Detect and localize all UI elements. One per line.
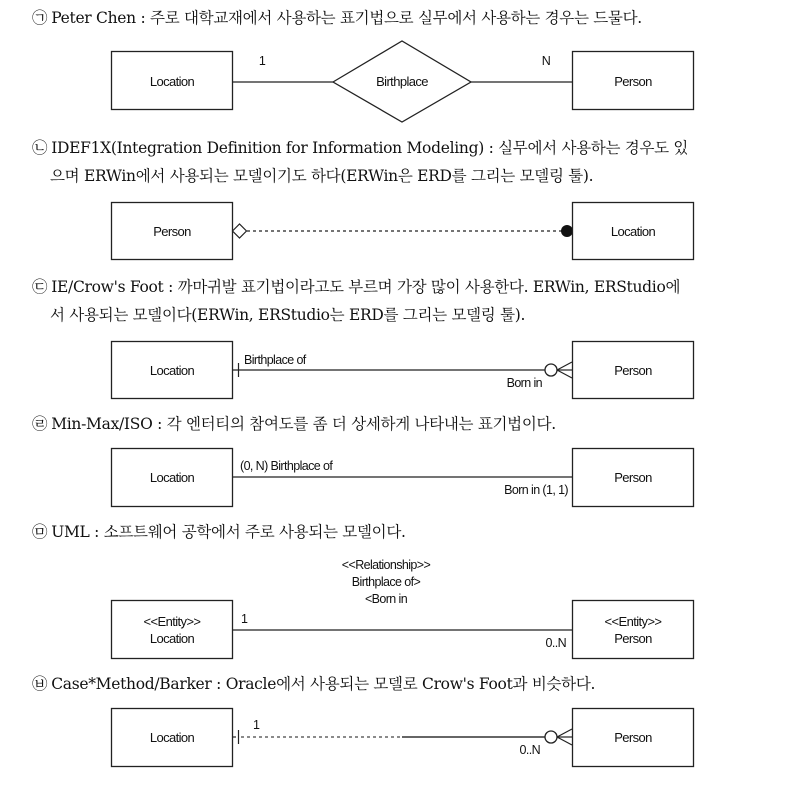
cardinality-label: N: [541, 54, 551, 68]
section-marker: ㉠: [32, 9, 48, 27]
heading-text: IE/Crow's Foot : 까마귀발 표기법이라고도 부르며 가장 많이 사용한다. ERWin, ERStudio에: [51, 278, 681, 296]
diamond-icon: [233, 224, 247, 238]
crows-foot-icon: [557, 729, 572, 745]
entity-label: Person: [614, 730, 652, 745]
entity-location: [112, 601, 233, 659]
section-heading-barker: [32, 670, 595, 698]
entity-label: Person: [614, 470, 652, 485]
heading-text: Min-Max/ISO : 각 엔터티의 참여도를 좀 더 상세하게 나타내는 표기법이다.: [51, 415, 556, 433]
crows-foot-icon: [557, 362, 572, 378]
heading-text-continued: 서 사용되는 모델이다(ERWin, ERStudio는 ERD를 그리는 모델링 툴).: [50, 306, 526, 324]
entity-label: Location: [149, 470, 195, 485]
filled-dot-icon: [561, 225, 573, 237]
entity-person: [112, 203, 233, 260]
entity-person: [573, 342, 694, 399]
entity-location: [112, 449, 233, 507]
section-marker: ㉤: [32, 523, 48, 541]
entity-stereotype: <<Entity>>: [143, 614, 201, 629]
section-heading-idef1x: [32, 134, 688, 190]
relationship-stereotype: <<Relationship>>: [341, 558, 431, 572]
relationship-birthplace: [333, 41, 471, 122]
relationship-backward-label: <Born in: [364, 592, 408, 606]
cardinality-label: 1: [258, 54, 266, 68]
entity-label: Person: [614, 363, 652, 378]
heading-text: UML : 소프트웨어 공학에서 주로 사용되는 모델이다.: [51, 523, 406, 541]
section-marker: ㉢: [32, 278, 48, 296]
entity-person: [573, 449, 694, 507]
heading-text: IDEF1X(Integration Definition for Information Modeling) : 실무에서 사용하는 경우도 있: [51, 139, 689, 157]
entity-location: [112, 52, 233, 110]
zero-circle-icon: [545, 364, 557, 376]
entity-person: [573, 601, 694, 659]
section-marker: ㉥: [32, 675, 48, 693]
relation-label: Birthplace of: [244, 353, 306, 367]
section-heading-min-max: [32, 410, 556, 438]
cardinality-label: 1: [253, 718, 260, 732]
cardinality-label: 0..N: [519, 743, 540, 757]
entity-label: Person: [614, 74, 652, 89]
entity-location: [112, 342, 233, 399]
section-marker: ㉡: [32, 139, 48, 157]
heading-text: Peter Chen : 주로 대학교재에서 사용하는 표기법으로 실무에서 사용하는 경우는 드물다.: [51, 9, 642, 27]
relationship-forward-label: Birthplace of>: [351, 575, 421, 589]
entity-person: [573, 709, 694, 767]
section-heading-crows-foot: [32, 273, 680, 329]
section-marker: ㉣: [32, 415, 48, 433]
entity-label: Location: [149, 730, 195, 745]
heading-text: Case*Method/Barker : Oracle에서 사용되는 모델로 Crow's Foot과 비슷하다.: [51, 675, 596, 693]
entity-location: [112, 709, 233, 767]
relation-label: Born in (1, 1): [504, 483, 568, 497]
entity-stereotype: <<Entity>>: [604, 614, 662, 629]
entity-location: [573, 203, 694, 260]
cardinality-label: 1: [241, 612, 248, 626]
entity-label: Location: [149, 74, 195, 89]
entity-label: Location: [610, 224, 656, 239]
relation-label: Born in: [506, 376, 542, 390]
zero-circle-icon: [545, 731, 557, 743]
entity-label: Person: [153, 224, 191, 239]
entity-label: Location: [149, 631, 195, 646]
entity-person: [573, 52, 694, 110]
cardinality-label: 0..N: [545, 636, 566, 650]
relationship-label: Birthplace: [376, 74, 428, 89]
entity-label: Person: [614, 631, 652, 646]
heading-text-continued: 으며 ERWin에서 사용되는 모델이기도 하다(ERWin은 ERD를 그리는 모델링 툴).: [50, 167, 594, 185]
entity-label: Location: [149, 363, 195, 378]
section-heading-uml: [32, 518, 406, 546]
relation-label: (0, N) Birthplace of: [240, 459, 333, 473]
